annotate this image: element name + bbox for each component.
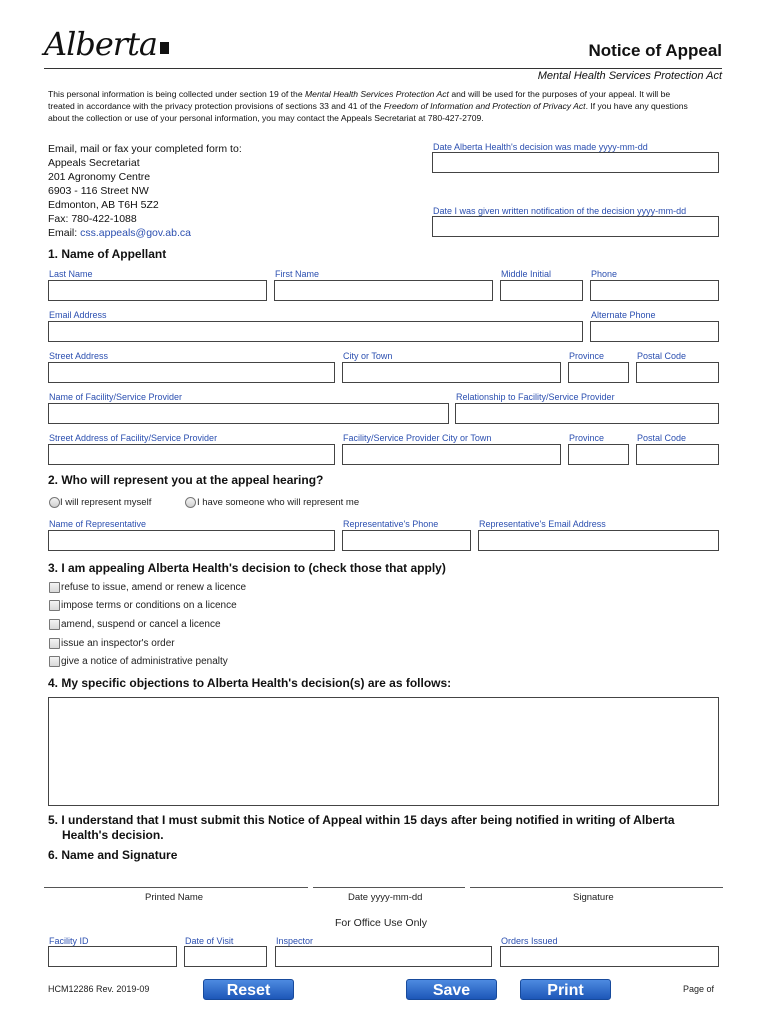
represent-self-label: I will represent myself	[60, 497, 152, 508]
privacy-text-1: This personal information is being collected under section 19 of the	[48, 89, 306, 99]
date-visit-input[interactable]	[184, 946, 267, 967]
relationship-input[interactable]	[455, 403, 719, 424]
facility-province-input[interactable]	[568, 444, 629, 465]
last-name-input[interactable]	[48, 280, 267, 301]
form-id: HCM12286 Rev. 2019-09	[48, 984, 150, 994]
represent-other-label: I have someone who will represent me	[197, 497, 360, 508]
alt-phone-label: Alternate Phone	[591, 310, 656, 320]
street-label: Street Address	[49, 351, 109, 361]
rep-email-label: Representative's Email Address	[479, 519, 606, 529]
facility-province-label: Province	[569, 433, 605, 443]
rep-name-label: Name of Representative	[49, 519, 147, 529]
page-title: Notice of Appeal	[588, 41, 722, 60]
facility-street-label: Street Address of Facility/Service Provider	[49, 433, 218, 443]
admin-penalty-checkbox[interactable]	[49, 656, 60, 667]
section5-line1: 5. I understand that I must submit this Notice of Appeal within 15 days after being notified in writing of Alberta	[48, 813, 675, 827]
facility-city-label: Facility/Service Provider City or Town	[343, 433, 492, 443]
represent-other-radio[interactable]	[185, 497, 196, 508]
middle-initial-label: Middle Initial	[501, 269, 552, 279]
inspector-input[interactable]	[275, 946, 492, 967]
address-email-row: Email: css.appeals@gov.ab.ca	[48, 227, 191, 239]
rep-phone-label: Representative's Phone	[343, 519, 439, 529]
logo-text: Alberta	[44, 25, 157, 63]
street-input[interactable]	[48, 362, 335, 383]
decision-date-label: Date Alberta Health's decision was made yyyy-mm-dd	[433, 142, 648, 152]
objections-textarea[interactable]	[48, 697, 719, 806]
address-line: 6903 - 116 Street NW	[48, 185, 149, 197]
alberta-logo	[44, 22, 169, 62]
save-button[interactable]: Save	[406, 979, 497, 1000]
first-name-label: First Name	[275, 269, 320, 279]
city-input[interactable]	[342, 362, 561, 383]
notified-date-input[interactable]	[432, 216, 719, 237]
date-caption: Date yyyy-mm-dd	[348, 892, 423, 903]
facility-postal-input[interactable]	[636, 444, 719, 465]
privacy-text-2: and will be used for the purposes of your appeal. It will be treated in accordance with the privacy protection provisions of sections 33 and 41 of the	[48, 89, 671, 111]
address-fax: Fax: 780-422-1088	[48, 213, 137, 225]
privacy-act-1: Mental Health Services Protection Act	[305, 89, 449, 99]
office-use-title: For Office Use Only	[335, 917, 427, 929]
phone-input[interactable]	[590, 280, 719, 301]
printed-name-caption: Printed Name	[145, 892, 204, 903]
inspector-order-checkbox[interactable]	[49, 638, 60, 649]
last-name-label: Last Name	[49, 269, 93, 279]
province-input[interactable]	[568, 362, 629, 383]
option-label: amend, suspend or cancel a licence	[61, 619, 221, 630]
option-label: refuse to issue, amend or renew a licence	[61, 582, 247, 593]
section2-title: 2. Who will represent you at the appeal hearing?	[48, 473, 324, 487]
facility-name-input[interactable]	[48, 403, 449, 424]
act-subtitle: Mental Health Services Protection Act	[537, 70, 722, 82]
signature-caption: Signature	[573, 892, 614, 903]
signature-line[interactable]	[470, 887, 723, 888]
decision-date-input[interactable]	[432, 152, 719, 173]
rep-email-input[interactable]	[478, 530, 719, 551]
facility-id-input[interactable]	[48, 946, 177, 967]
phone-label: Phone	[591, 269, 618, 279]
province-label: Province	[569, 351, 605, 361]
date-line[interactable]	[313, 887, 465, 888]
first-name-input[interactable]	[274, 280, 493, 301]
city-label: City or Town	[343, 351, 393, 361]
represent-self-radio[interactable]	[49, 497, 60, 508]
address-line: Edmonton, AB T6H 5Z2	[48, 199, 159, 211]
email-label: Email Address	[49, 310, 107, 320]
address-line: 201 Agronomy Centre	[48, 171, 151, 183]
print-button[interactable]: Print	[520, 979, 611, 1000]
email-link[interactable]: css.appeals@gov.ab.ca	[80, 227, 191, 239]
option-label: issue an inspector's order	[61, 638, 175, 649]
section3-title: 3. I am appealing Alberta Health's decision to (check those that apply)	[48, 561, 446, 575]
page-number: Page of	[683, 984, 715, 994]
orders-label: Orders Issued	[501, 936, 558, 946]
address-line: Appeals Secretariat	[48, 157, 140, 169]
rep-name-input[interactable]	[48, 530, 335, 551]
section5-line2: Health's decision.	[62, 828, 164, 842]
facility-street-input[interactable]	[48, 444, 335, 465]
refuse-licence-checkbox[interactable]	[49, 582, 60, 593]
amend-suspend-checkbox[interactable]	[49, 619, 60, 630]
postal-input[interactable]	[636, 362, 719, 383]
facility-postal-label: Postal Code	[637, 433, 687, 443]
section1-title: 1. Name of Appellant	[48, 247, 167, 261]
facility-id-label: Facility ID	[49, 936, 89, 946]
privacy-statement	[48, 88, 698, 124]
rep-phone-input[interactable]	[342, 530, 471, 551]
section4-title: 4. My specific objections to Alberta Health's decision(s) are as follows:	[48, 676, 452, 690]
option-label: impose terms or conditions on a licence	[61, 600, 237, 611]
date-visit-label: Date of Visit	[185, 936, 234, 946]
address-intro: Email, mail or fax your completed form to:	[48, 143, 242, 155]
facility-name-label: Name of Facility/Service Provider	[49, 392, 183, 402]
printed-name-line[interactable]	[44, 887, 308, 888]
reset-button[interactable]: Reset	[203, 979, 294, 1000]
relationship-label: Relationship to Facility/Service Provider	[456, 392, 615, 402]
facility-city-input[interactable]	[342, 444, 561, 465]
email-input[interactable]	[48, 321, 583, 342]
option-label: give a notice of administrative penalty	[61, 656, 228, 667]
notified-date-label: Date I was given written notification of the decision yyyy-mm-dd	[433, 206, 687, 216]
section6-title: 6. Name and Signature	[48, 848, 178, 862]
orders-input[interactable]	[500, 946, 719, 967]
middle-initial-input[interactable]	[500, 280, 583, 301]
impose-terms-checkbox[interactable]	[49, 600, 60, 611]
postal-label: Postal Code	[637, 351, 687, 361]
privacy-act-2: Freedom of Information and Protection of Privacy Act	[383, 101, 586, 111]
inspector-label: Inspector	[276, 936, 314, 946]
header-divider	[44, 68, 722, 69]
alt-phone-input[interactable]	[590, 321, 719, 342]
mailing-address	[48, 142, 242, 240]
logo-flag-icon	[160, 42, 169, 54]
privacy-text-3: . If you have any questions about the collection or use of your personal information, you may contact the Appeals Secretariat at 780-427-2709.	[48, 101, 688, 123]
